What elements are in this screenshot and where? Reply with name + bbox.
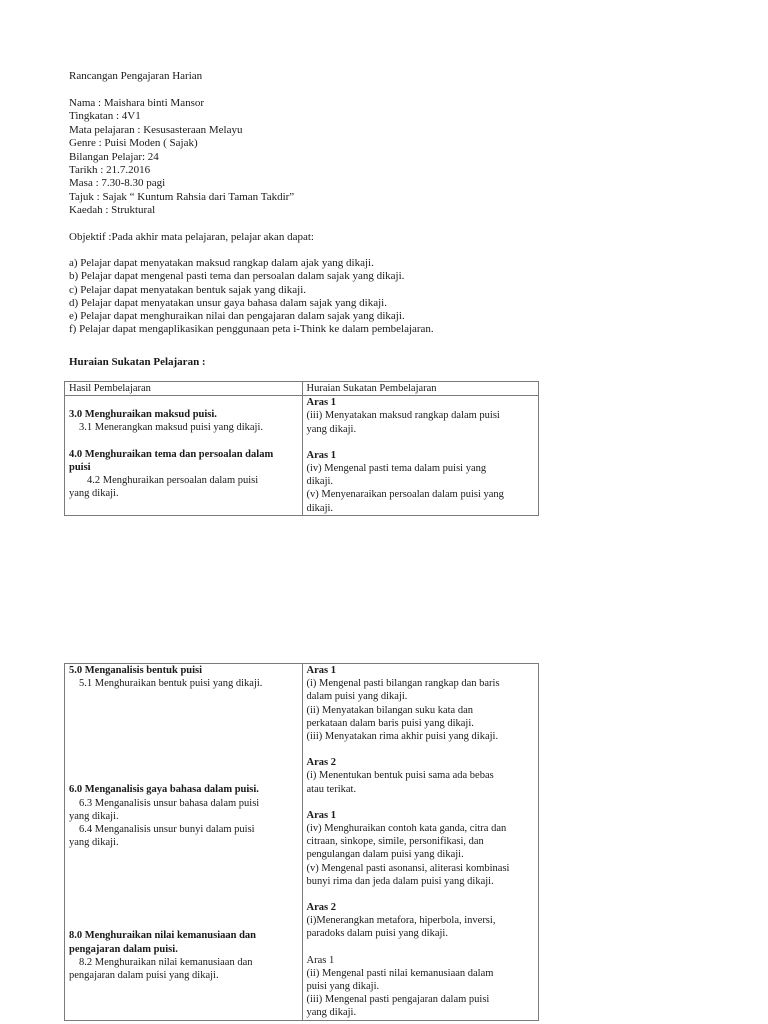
syllabus-line: yang dikaji. xyxy=(306,1007,357,1019)
syllabus-line: dikaji. xyxy=(306,502,334,514)
info-method: Kaedah : Struktural xyxy=(69,204,156,217)
outcome-sub-cont: yang dikaji. xyxy=(69,810,119,822)
syllabus-line: yang dikaji. xyxy=(306,423,357,435)
syllabus-line: (iii) Menyatakan maksud rangkap dalam puisi xyxy=(306,410,500,422)
syllabus-line: paradoks dalam puisi yang dikaji. xyxy=(306,928,448,940)
syllabus-line: perkataan dalam baris puisi yang dikaji. xyxy=(306,717,474,729)
syllabus-line: atau terikat. xyxy=(306,783,357,795)
outcome-title-cont: pengajaran dalam puisi. xyxy=(69,943,178,955)
syllabus-line: (iii) Menyatakan rima akhir puisi yang dikaji. xyxy=(306,731,499,743)
outcome-sub-cont: yang dikaji. xyxy=(69,837,119,849)
objective-item: e) Pelajar dapat menghuraikan nilai dan pengajaran dalam sajak yang dikaji. xyxy=(69,310,405,323)
outcome-sub: 8.2 Menghuraikan nilai kemanusiaan dan xyxy=(79,956,253,968)
syllabus-line: (i) Menentukan bentuk puisi sama ada bebas xyxy=(306,770,494,782)
syllabus-line: (v) Mengenal pasti asonansi, aliterasi kombinasi xyxy=(306,862,510,874)
outcome-title: 4.0 Menghuraikan tema dan persoalan dalam xyxy=(69,448,274,460)
syllabus-table-1 xyxy=(64,381,539,516)
syllabus-line: bunyi rima dan jeda dalam puisi yang dikaji. xyxy=(306,875,494,887)
outcome-cell xyxy=(65,396,303,516)
info-student-count: Bilangan Pelajar: 24 xyxy=(69,150,159,163)
outcome-sub: 5.1 Menghuraikan bentuk puisi yang dikaji. xyxy=(79,678,263,690)
table-row xyxy=(65,396,539,516)
info-name: Nama : Maishara binti Mansor xyxy=(69,97,205,109)
objective-item: c) Pelajar dapat menyatakan bentuk sajak yang dikaji. xyxy=(69,283,307,296)
syllabus-line: puisi yang dikaji. xyxy=(306,981,380,993)
lesson-info xyxy=(69,97,294,218)
info-time: Masa : 7.30-8.30 pagi xyxy=(69,177,166,190)
objective-item: b) Pelajar dapat mengenal pasti tema dan persoalan dalam sajak yang dikaji. xyxy=(69,270,405,283)
outcome-title: 5.0 Menganalisis bentuk puisi xyxy=(69,665,203,676)
info-date: Tarikh : 21.7.2016 xyxy=(69,164,151,177)
outcome-sub: 6.3 Menganalisis unsur bahasa dalam puisi xyxy=(79,797,260,809)
objective-intro: Objektif :Pada akhir mata pelajaran, pelajar akan dapat: xyxy=(69,231,314,243)
info-genre: Genre : Puisi Moden ( Sajak) xyxy=(69,137,198,150)
table-header-row xyxy=(65,382,539,396)
syllabus-line: (i)Menerangkan metafora, hiperbola, inversi, xyxy=(306,915,496,927)
syllabus-line: pengulangan dalam puisi yang dikaji. xyxy=(306,849,464,861)
aras-label: Aras 1 xyxy=(306,954,335,966)
syllabus-line: (i) Mengenal pasti bilangan rangkap dan baris xyxy=(306,678,500,690)
syllabus-line: citraan, sinkope, simile, personifikasi, dan xyxy=(306,836,484,848)
syllabus-line: dalam puisi yang dikaji. xyxy=(306,691,408,703)
col-header-syllabus: Huraian Sukatan Pembelajaran xyxy=(302,382,538,396)
syllabus-line: dikaji. xyxy=(306,476,334,488)
outcome-title: 6.0 Menganalisis gaya bahasa dalam puisi. xyxy=(69,784,259,796)
objective-list xyxy=(69,257,434,337)
outcome-title: 3.0 Menghuraikan maksud puisi. xyxy=(69,409,217,421)
outcome-sub-cont: yang dikaji. xyxy=(69,488,119,500)
section-heading: Huraian Sukatan Pelajaran : xyxy=(69,356,206,368)
syllabus-line: (ii) Mengenal pasti nilai kemanusiaan dalam xyxy=(306,967,494,979)
info-topic: Tajuk : Sajak “ Kuntum Rahsia dari Taman Takdir” xyxy=(69,190,295,203)
aras-label: Aras 1 xyxy=(306,449,336,461)
outcome-title-cont: puisi xyxy=(69,461,91,473)
document-title: Rancangan Pengajaran Harian xyxy=(69,70,203,82)
syllabus-cell xyxy=(302,396,538,516)
syllabus-line: (ii) Menyatakan bilangan suku kata dan xyxy=(306,704,474,716)
table-row xyxy=(65,664,539,1021)
outcome-sub: 3.1 Menerangkan maksud puisi yang dikaji. xyxy=(79,422,264,434)
syllabus-line: (iv) Mengenal pasti tema dalam puisi yang xyxy=(306,463,487,475)
aras-label: Aras 2 xyxy=(306,757,336,769)
syllabus-line: (iii) Mengenal pasti pengajaran dalam puisi xyxy=(306,994,490,1006)
info-subject: Mata pelajaran : Kesusasteraan Melayu xyxy=(69,123,243,136)
col-header-outcomes: Hasil Pembelajaran xyxy=(65,382,303,396)
outcome-sub: 6.4 Menganalisis unsur bunyi dalam puisi xyxy=(79,824,255,836)
outcome-sub-cont: pengajaran dalam puisi yang dikaji. xyxy=(69,970,219,982)
objective-item: a) Pelajar dapat menyatakan maksud rangkap dalam ajak yang dikaji. xyxy=(69,257,374,269)
info-form: Tingkatan : 4V1 xyxy=(69,110,141,123)
aras-label: Aras 2 xyxy=(306,902,336,914)
outcome-sub: 4.2 Menghuraikan persoalan dalam puisi xyxy=(87,475,259,487)
outcome-title: 8.0 Menghuraikan nilai kemanusiaan dan xyxy=(69,930,257,942)
syllabus-table-2 xyxy=(64,663,539,1021)
outcome-cell xyxy=(65,664,303,1021)
aras-label: Aras 1 xyxy=(306,809,336,821)
objective-item: f) Pelajar dapat mengaplikasikan penggunaan peta i-Think ke dalam pembelajaran. xyxy=(69,323,434,336)
syllabus-line: (iv) Menghuraikan contoh kata ganda, citra dan xyxy=(306,823,507,835)
objective-item: d) Pelajar dapat menyatakan unsur gaya bahasa dalam sajak yang dikaji. xyxy=(69,296,387,309)
syllabus-line: (v) Menyenaraikan persoalan dalam puisi yang xyxy=(306,489,504,501)
aras-label: Aras 1 xyxy=(306,397,336,409)
syllabus-cell xyxy=(302,664,538,1021)
aras-label: Aras 1 xyxy=(306,665,336,676)
